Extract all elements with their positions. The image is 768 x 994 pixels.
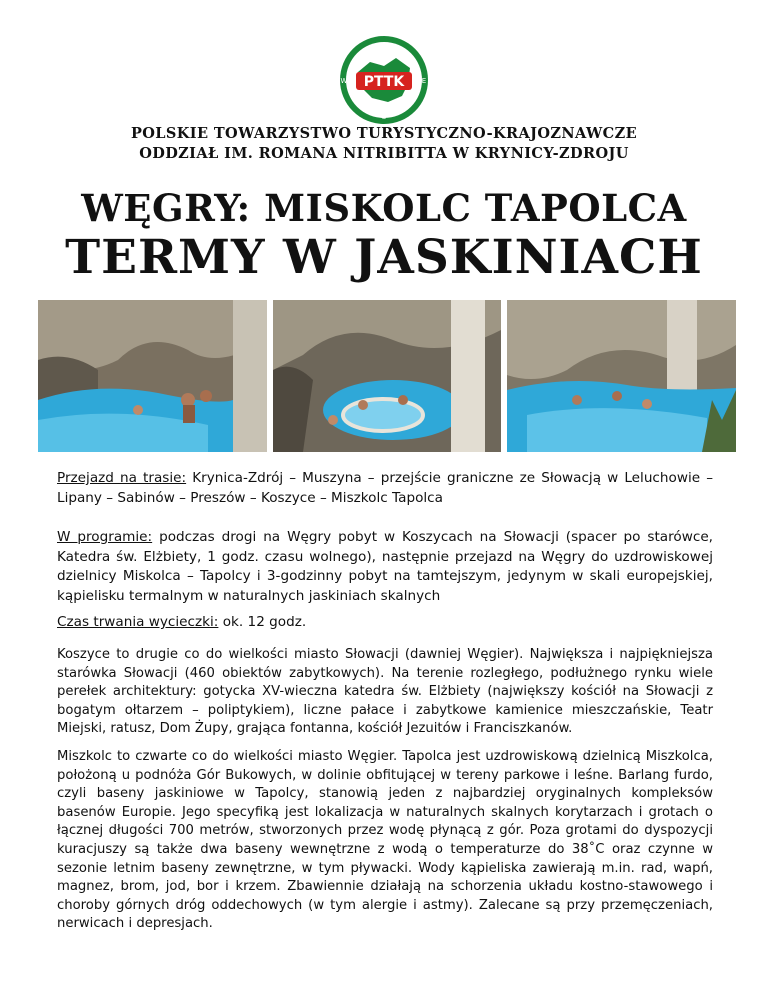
program-label: W programie: <box>57 529 153 545</box>
duration-paragraph <box>57 613 713 633</box>
page-subtitle: TERMY W JASKINIACH <box>65 230 703 285</box>
cave-pool-photo-2 <box>273 300 501 452</box>
svg-text:W: W <box>340 77 348 85</box>
org-name-line-2: ODDZIAŁ IM. ROMANA NITRIBITTA W KRYNICY-ZDROJU <box>139 145 629 162</box>
svg-text:E: E <box>421 77 427 85</box>
route-label: Przejazd na trasie: <box>57 470 187 486</box>
program-text: podczas drogi na Węgry pobyt w Koszycach na Słowacji (spacer po starówce, Katedra św. Elżbiety, 1 godz. czasu wolnego), następnie przejazd na Węgry do uzdrowiskowej dzielnicy Miskolca – Tapolcy i 3-godzinny pobyt na tamtejszym, jedynym w skali europejskiej, kąpielisku termalnym w naturalnych jaskiniach skalnych <box>57 529 714 604</box>
org-name-line-1: POLSKIE TOWARZYSTWO TURYSTYCZNO-KRAJOZNAWCZE <box>130 125 638 142</box>
route-text: Krynica-Zdrój – Muszyna – przejście graniczne ze Słowacją w Leluchowie – Lipany – Sabinów – Preszów – Koszyce – Miszkolc Tapolca <box>57 470 713 506</box>
svg-text:S: S <box>381 113 387 121</box>
program-paragraph <box>57 528 713 606</box>
cave-pool-photo-1 <box>38 300 267 452</box>
logo-text: PTTK <box>363 74 405 90</box>
page-title: WĘGRY: MISKOLC TAPOLCA <box>81 186 687 230</box>
pttk-logo <box>336 32 432 128</box>
svg-text:N: N <box>381 42 387 50</box>
duration-text: ok. 12 godz. <box>218 614 307 630</box>
cave-pool-photo-3 <box>507 300 736 452</box>
duration-label: Czas trwania wycieczki: <box>57 614 219 630</box>
route-paragraph <box>57 469 713 508</box>
koszyce-paragraph: Koszyce to drugie co do wielkości miasto Słowacji (dawniej Węgier). Największa i najpiękniejsza starówka Słowacji (460 obiektów zabytkowych). Na terenie rozległego, podłużnego rynku wiele perełek architektury: gotycka XV-wieczna katedra św. Elżbiety (największy kościół na Słowacji z bogatym ołtarzem – poliptykiem), liczne pałace i zabytkowe kamienice mieszczańskie, Teatr Miejski, ratusz, Dom Żupy, grająca fontanna, kościół Jezuitów i Franciszkanów. <box>57 647 713 737</box>
miszkolc-paragraph: Miszkolc to czwarte co do wielkości miasto Węgier. Tapolca jest uzdrowiskową dzielnicą Miszkolca, położoną u podnóża Gór Bukowych, w dolinie obfitującej w tereny parkowe i leśne. Barlang furdo, czyli baseny jaskiniowe w Tapolcy, stanowią jeden z najbardziej oryginalnych kompleksów basenów Europie. Jego specyfiką jest lokalizacja w naturalnych skalnych korytarzach i grotach o łącznej długości 700 metrów, stworzonych przez wodę płynącą z gór. Poza grotami do dyspozycji kuracjuszy są także dwa baseny wewnętrzne z wodą o temperaturze do 38˚C oraz czynne w sezonie letnim baseny zewnętrzne, w tym pływacki. Wody kąpieliska zawierają m.in. rad, wapń, magnez, brom, jod, bor i krzem. Zbawiennie działają na schorzenia układu kostno-stawowego i choroby górnych dróg oddechowych (w tym alergie i astmy). Zalecane są przy przemęczeniach, nerwicach i depresjach. <box>57 749 713 932</box>
